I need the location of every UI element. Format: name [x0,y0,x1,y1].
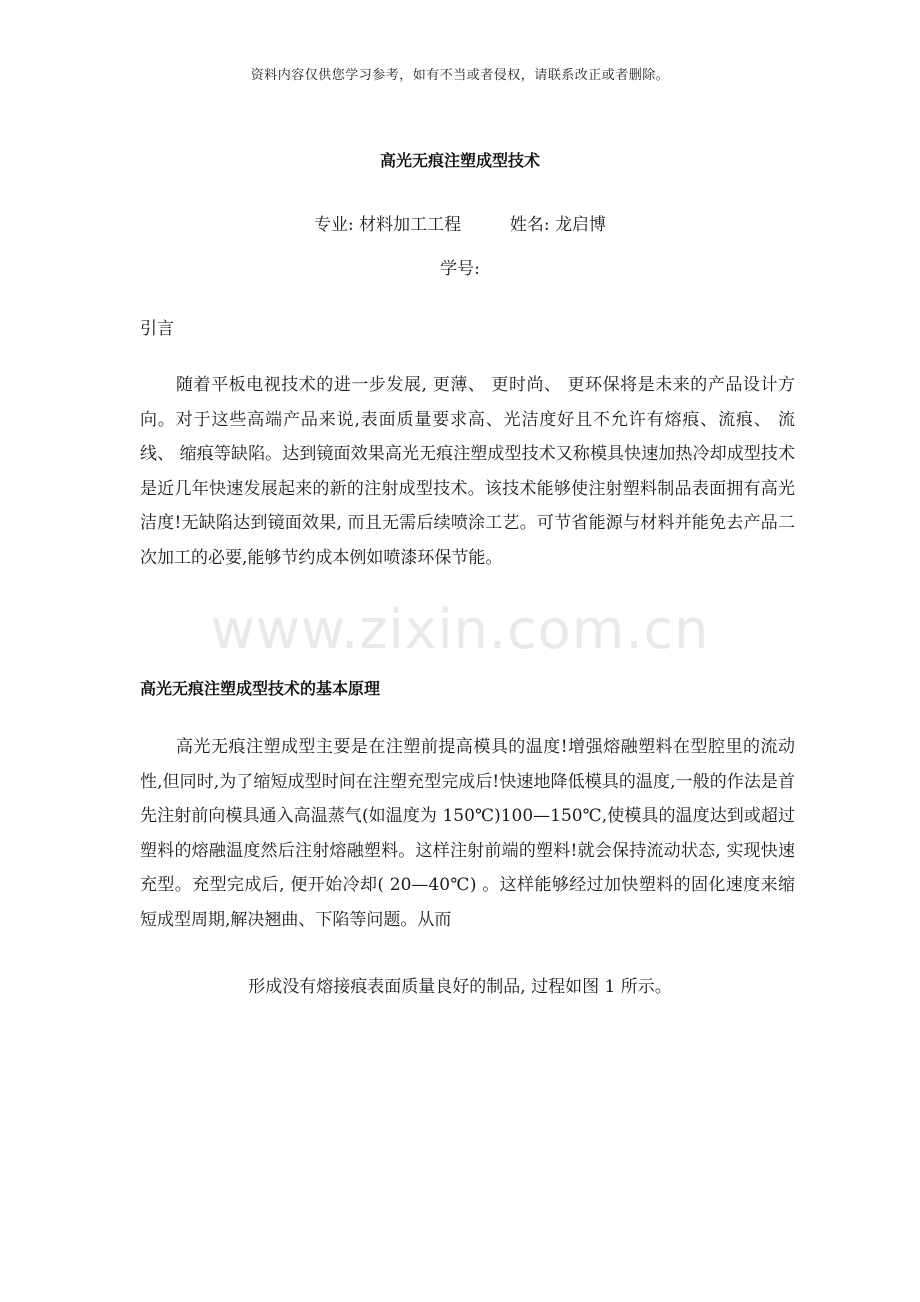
intro-paragraph: 随着平板电视技术的进一步发展, 更薄、 更时尚、 更环保将是未来的产品设计方向。对于这些高端产品来说,表面质量要求高、光洁度好且不允许有熔痕、流痕、 流线、 缩痕等缺陷。达到镜面效果高光无痕注塑成型技术又称模具快速加热冷却成型技术是近几年快速发展起来的新的注射成型技术。该技术能够使注射塑料制品表面拥有高光洁度!无缺陷达到镜面效果, 而且无需后续喷涂工艺。可节省能源与材料并能免去产品二次加工的必要,能够节约成本例如喷漆环保节能。 [140,375,795,568]
principle-last-line: 形成没有熔接痕表面质量良好的制品, 过程如图 1 所示。 [248,977,672,997]
author-meta-line [0,210,920,235]
student-id-line [0,254,920,279]
document-title: 高光无痕注塑成型技术 [379,151,540,170]
student-id-label: 学号: [440,259,480,279]
site-watermark: www.zixin.com.cn [210,598,710,661]
major-value: 材料加工工程 [359,215,462,235]
intro-heading: 引言 [140,319,174,339]
name-value: 龙启博 [555,215,607,235]
major-label: 专业: [313,215,354,235]
disclaimer-header: 资料内容仅供您学习参考，如有不当或者侵权，请联系改正或者删除。 [250,68,670,83]
principle-heading: 高光无痕注塑成型技术的基本原理 [140,679,381,698]
principle-paragraph: 高光无痕注塑成型主要是在注塑前提高模具的温度!增强熔融塑料在型腔里的流动性,但同时,为了缩短成型时间在注塑充型完成后!快速地降低模具的温度,一般的作法是首先注射前向模具通入高温蒸气(如温度为 150℃)100—150℃,使模具的温度达到或超过塑料的熔融温度然后注射熔融塑料。这样注射前端的塑料!就会保持流动状态, 实现快速充型。充型完成后, 便开始冷却( 20—40℃) 。这样能够经过加快塑料的固化速度来缩短成型周期,解决翘曲、下陷等问题。从而 [140,737,795,930]
name-label: 姓名: [509,215,550,235]
